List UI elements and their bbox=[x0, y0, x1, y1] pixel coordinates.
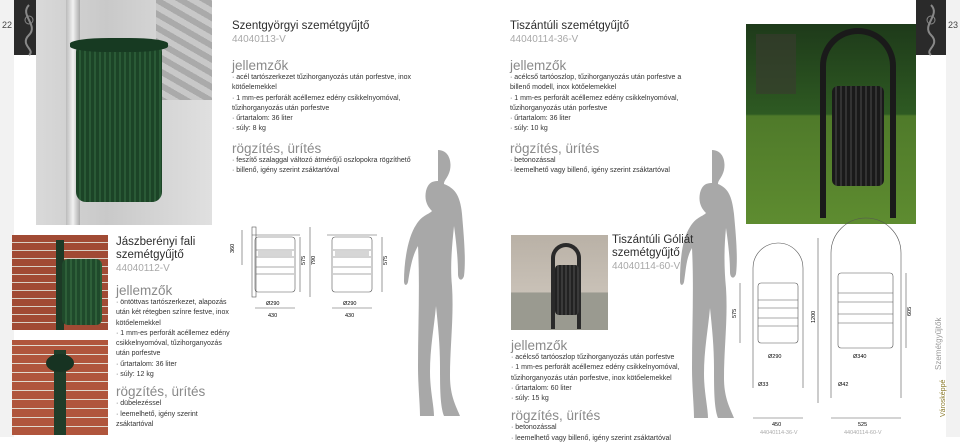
mount-heading: rögzítés, ürítés bbox=[510, 140, 600, 156]
dim-label: 790 bbox=[311, 255, 317, 265]
mount-heading: rögzítés, ürítés bbox=[116, 384, 206, 400]
product-code: 44040113-V bbox=[232, 34, 286, 45]
product-goliat-header bbox=[612, 234, 722, 273]
mount-list: · betonozással · leemelhető vagy billenő, igény szerint zsáktartóval bbox=[511, 423, 711, 444]
product-title: Tiszántúli szemétgyűjtő bbox=[510, 20, 630, 32]
dim-label: 430 bbox=[268, 313, 278, 319]
page-number-left: 22 bbox=[0, 0, 14, 437]
mount-heading: rögzítés, ürítés bbox=[232, 140, 322, 156]
dim-label: 360 bbox=[230, 243, 236, 253]
page-number-right: 23 bbox=[946, 0, 960, 437]
product-title: Szentgyörgyi szemétgyűjtő bbox=[232, 20, 370, 32]
dim-label: 450 bbox=[772, 422, 782, 428]
dim-label: 605 bbox=[907, 306, 913, 316]
side-label: Szemétgyűjtők bbox=[934, 317, 943, 370]
dim-label: Ø33 bbox=[758, 382, 769, 388]
features-heading: jellemzők bbox=[232, 58, 289, 73]
dim-label: Ø340 bbox=[853, 354, 867, 360]
product-jaszberenyi bbox=[116, 236, 234, 430]
dim-label: 575 bbox=[301, 255, 307, 265]
technical-drawing-left bbox=[222, 225, 402, 325]
features-heading: jellemzők bbox=[511, 338, 568, 353]
features-list: · acélcső tartóoszlop tűzihorganyozás után porfestve · 1 mm-es perforált acéllemez edény csikkelnyomóval, tűzihorganyozás után porfestve, inox kötőelemekkel · űrtartalom: 60 liter · súly: 15 kg bbox=[511, 353, 711, 404]
product-title: Jászberényi fali szemétgyűjtő bbox=[116, 236, 196, 261]
dim-label: 430 bbox=[345, 313, 355, 319]
dim-label: Ø290 bbox=[266, 301, 280, 307]
mount-list: · dübelezéssel · leemelhető, igény szerint zsáktartóval bbox=[116, 399, 234, 430]
mount-list: · betonozással · leemelhető vagy billenő, igény szerint zsáktartóval bbox=[510, 156, 700, 177]
features-list: · acélcső tartóoszlop, tűzihorganyozás után porfestve a billenő modell, inox kötőelemekkel · 1 mm-es perforált acéllemez edény csikkelnyomóval, tűzihorganyozás után porfestve · űrtartalom: 36 liter · súly: 10 kg bbox=[510, 73, 700, 135]
dim-label: 575 bbox=[732, 308, 738, 318]
logo: Városképpé bbox=[940, 379, 947, 417]
technical-drawing-right bbox=[728, 228, 918, 437]
features-list: · acél tartószerkezet tűzihorganyozás után porfestve, inox kötőelemekkel · 1 mm-es perforált acéllemez edény csikkelnyomóval, tűzihorganyozás után porfestve · űrtartalom: 36 liter · súly: 8 kg bbox=[232, 73, 432, 135]
dim-label: 525 bbox=[858, 422, 868, 428]
product-code: 44040114-36-V bbox=[510, 34, 579, 45]
features-list: · öntöttvas tartószerkezet, alapozás után két rétegben színre festve, inox kötőelemekkel · 1 mm-es perforált acéllemez edény csikkelnyomóval, tűzihorganyozás után porfestve · űrtartalom: 36 liter · súly: 12 kg bbox=[116, 298, 234, 380]
dim-label: 575 bbox=[383, 255, 389, 265]
features-heading: jellemzők bbox=[510, 58, 567, 73]
product-code: 44040114-60-V bbox=[612, 261, 681, 272]
photo-goliat bbox=[511, 235, 608, 330]
photo-tiszantuli bbox=[746, 24, 916, 224]
dim-label: Ø42 bbox=[838, 382, 849, 388]
product-goliat bbox=[511, 338, 711, 444]
dim-label: Ø290 bbox=[768, 354, 782, 360]
drawing-caption: 44040114-36-V bbox=[760, 430, 798, 436]
mount-heading: rögzítés, ürítés bbox=[511, 408, 601, 424]
photo-szentgyorgyi bbox=[36, 0, 212, 225]
drawing-caption: 44040114-60-V bbox=[844, 430, 882, 436]
ornament-right bbox=[916, 0, 946, 55]
mount-list: · feszítő szalaggal változó átmérőjű oszlopokra rögzíthető · billenő, igény szerint zsáktartóval bbox=[232, 156, 432, 177]
product-title: Tiszántúli Góliát szemétgyűjtő bbox=[612, 234, 694, 259]
product-code: 44040112-V bbox=[116, 263, 170, 274]
dim-label: Ø290 bbox=[343, 301, 357, 307]
photo-jaszberenyi-2 bbox=[12, 340, 108, 435]
dim-label: 1200 bbox=[811, 310, 817, 323]
photo-jaszberenyi-1 bbox=[12, 235, 108, 330]
product-tiszantuli bbox=[510, 20, 700, 176]
person-silhouette-icon bbox=[400, 150, 470, 435]
features-heading: jellemzők bbox=[116, 283, 173, 298]
